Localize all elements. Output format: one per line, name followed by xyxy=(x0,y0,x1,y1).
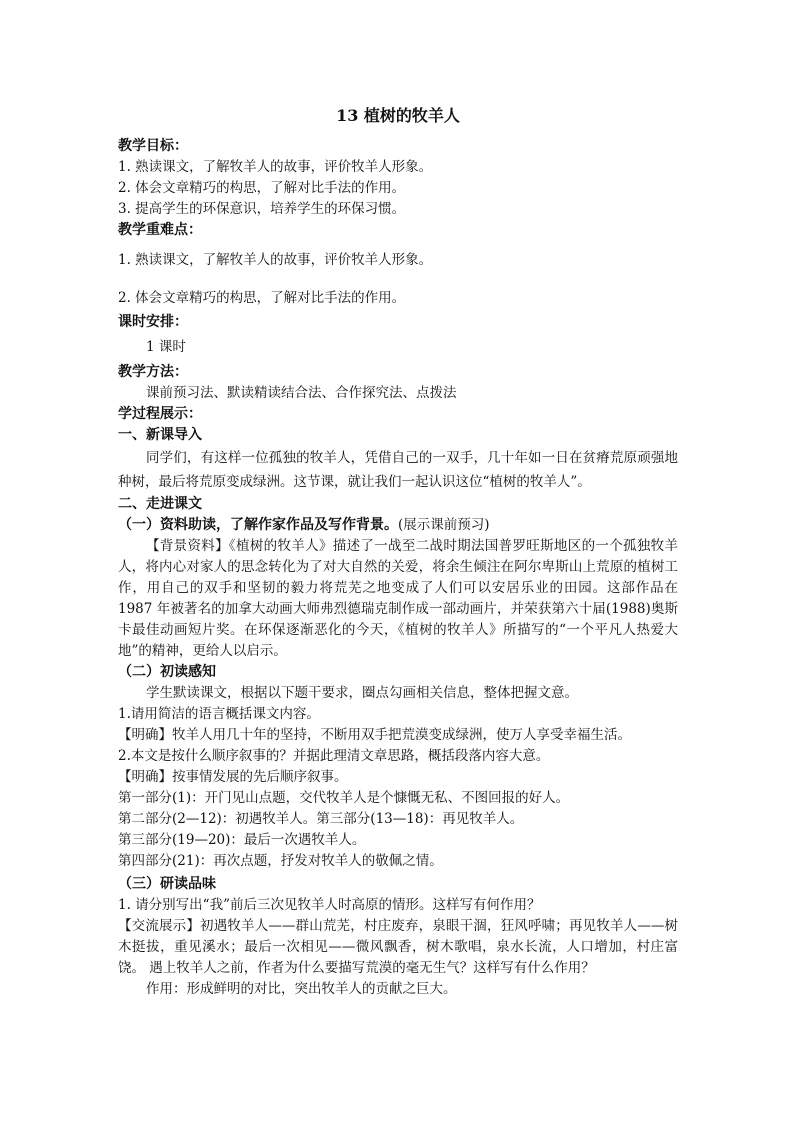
sub1-title: （一）资料助读，了解作家作品及写作背景。 xyxy=(118,517,398,533)
process-heading: 学过程展示： xyxy=(118,406,202,422)
answer-1: 【明确】牧羊人用几十年的坚持，不断用双手把荒漠变成绿洲，使万人享受幸福生活。 xyxy=(118,727,631,743)
methods-heading: 教学方法： xyxy=(118,364,188,380)
section2-sub2: （二）初读感知 xyxy=(118,664,216,680)
answer-2: 【明确】按事情发展的先后顺序叙事。 xyxy=(118,769,348,785)
key-point-item: 1. 熟读课文，了解牧羊人的故事，评价牧羊人形象。 xyxy=(118,252,433,268)
question-1: 1.请用简洁的语言概括课文内容。 xyxy=(118,706,320,722)
part-item: 第四部分(21)：再次点题，抒发对牧羊人的敬佩之情。 xyxy=(118,853,443,869)
section2-sub3: （三）研读品味 xyxy=(118,876,216,892)
part-item: 第三部分(19—20)：最后一次遇牧羊人。 xyxy=(118,832,366,848)
goals-heading: 教学目标： xyxy=(118,138,188,154)
schedule-heading: 课时安排： xyxy=(118,314,188,330)
section1-paragraph: 同学们，有这样一位孤独的牧羊人，凭借自己的一双手，几十年如一日在贫瘠荒原顽强地种树，最后将荒原变成绿洲。这节课，就让我们一起认识这位“植树的牧羊人”。 xyxy=(118,450,678,490)
part-item: 第二部分(2—12)：初遇牧羊人。第三部分(13—18)：再见牧羊人。 xyxy=(118,811,524,827)
question-3: 1. 请分别写出“我”前后三次见牧羊人时高原的情形。这样写有何作用？ xyxy=(118,897,541,913)
document-page xyxy=(118,104,678,1000)
goal-item: 3. 提高学生的环保意识，培养学生的环保习惯。 xyxy=(118,201,406,217)
section2-sub1 xyxy=(118,515,678,536)
key-points-heading: 教学重难点： xyxy=(118,222,202,238)
methods-value: 课前预习法、默读精读结合法、合作探究法、点拨法 xyxy=(146,385,457,401)
sub1-note: (展示课前预习) xyxy=(398,517,490,533)
goal-item: 2. 体会文章精巧的构思，了解对比手法的作用。 xyxy=(118,180,406,196)
background-paragraph: 【背景资料】《植树的牧羊人》描述了一战至二战时期法国普罗旺斯地区的一个孤独牧羊人，将内心对家人的思念转化为了对大自然的关爱，将余生倾注在阿尔卑斯山上荒原的植树工作，用自己的双手和坚韧的毅力将荒芜之地变成了人们可以安居乐业的田园。这部作品在 1987 年被著名的加拿大动画大师弗烈德瑞克制作成一部动画片，并荣获第六十届(1988)奥斯卡最佳动画短片奖。在环保逐渐恶化的今天，《植树的牧羊人》所描写的“一个平凡人热爱大地”的精神，更给人以启示。 xyxy=(118,538,678,659)
part-item: 第一部分(1)：开门见山点题，交代牧羊人是个慷慨无私、不图回报的好人。 xyxy=(118,790,570,806)
schedule-value: 1 课时 xyxy=(146,339,186,355)
goal-item: 1. 熟读课文，了解牧羊人的故事，评价牧羊人形象。 xyxy=(118,159,433,175)
document-title: 13 植树的牧羊人 xyxy=(336,106,460,125)
effect-line: 作用：形成鲜明的对比，突出牧羊人的贡献之巨大。 xyxy=(146,981,457,997)
sub2-intro: 学生默读课文，根据以下题干要求，圈点勾画相关信息，整体把握文意。 xyxy=(146,685,578,701)
section1-heading: 一、新课导入 xyxy=(118,427,202,443)
key-point-item: 2. 体会文章精巧的构思，了解对比手法的作用。 xyxy=(118,290,406,306)
answer-3: 【交流展示】初遇牧羊人——群山荒芜，村庄废弃，泉眼干涸，狂风呼啸；再见牧羊人——树木挺拔，重见溪水；最后一次相见——微风飘香，树木歌唱，泉水长流，人口增加，村庄富饶。 遇上牧羊人之前，作者为什么要描写荒漠的毫无生气？这样写有什么作用？ xyxy=(118,918,678,976)
question-2: 2.本文是按什么顺序叙事的？并据此理清文章思路，概括段落内容大意。 xyxy=(118,748,550,764)
section2-heading: 二、走进课文 xyxy=(118,496,202,512)
